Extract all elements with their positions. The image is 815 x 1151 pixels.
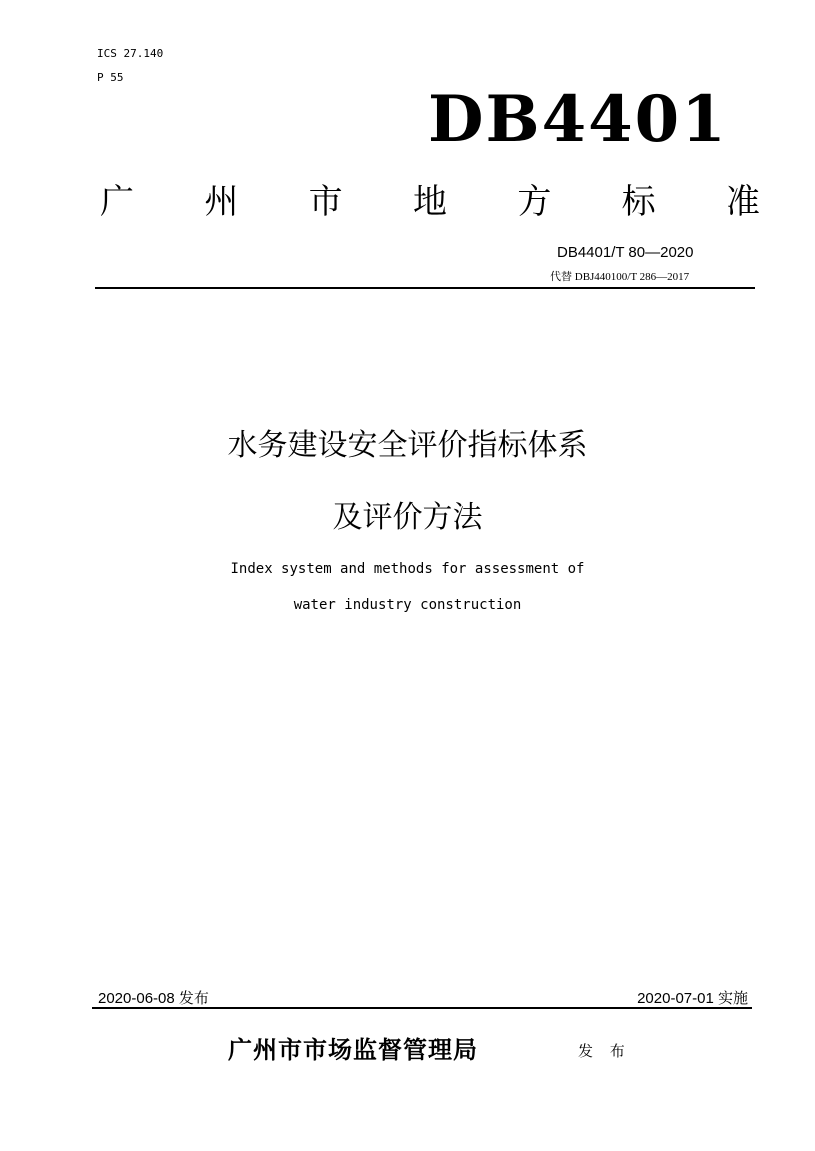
standard-type-char: 方 [517, 181, 552, 222]
ccs-code: P 55 [97, 71, 124, 84]
standard-type-char: 州 [204, 181, 239, 222]
english-title-line-1: Index system and methods for assessment of [230, 561, 585, 577]
publish-label: 发 布 [578, 1042, 631, 1060]
chinese-title-line-1: 水务建设安全评价指标体系 [227, 428, 588, 463]
classification-codes [97, 42, 163, 90]
standard-number: DB4401/T 80—2020 [557, 244, 694, 261]
english-title-line-2: water industry construction [293, 597, 522, 613]
standard-type-char: 准 [725, 181, 760, 222]
standard-type-char: 市 [308, 181, 343, 222]
standard-code-heading: DB4401 [428, 82, 728, 157]
implementation-date: 2020-07-01 实施 [637, 990, 748, 1007]
standard-type-heading [100, 168, 760, 228]
bottom-divider [92, 1007, 752, 1009]
standard-type-char: 广 [100, 181, 134, 222]
standard-type-char: 标 [621, 181, 656, 222]
top-divider [95, 287, 755, 289]
standard-type-char: 地 [412, 181, 447, 222]
replaces-standard: 代替 DBJ440100/T 286—2017 [550, 271, 690, 283]
publisher-name: 广州市市场监督管理局 [228, 1036, 478, 1064]
chinese-title-line-2: 及评价方法 [332, 500, 483, 535]
ics-code: ICS 27.140 [97, 47, 164, 60]
issue-date: 2020-06-08 发布 [98, 990, 209, 1007]
